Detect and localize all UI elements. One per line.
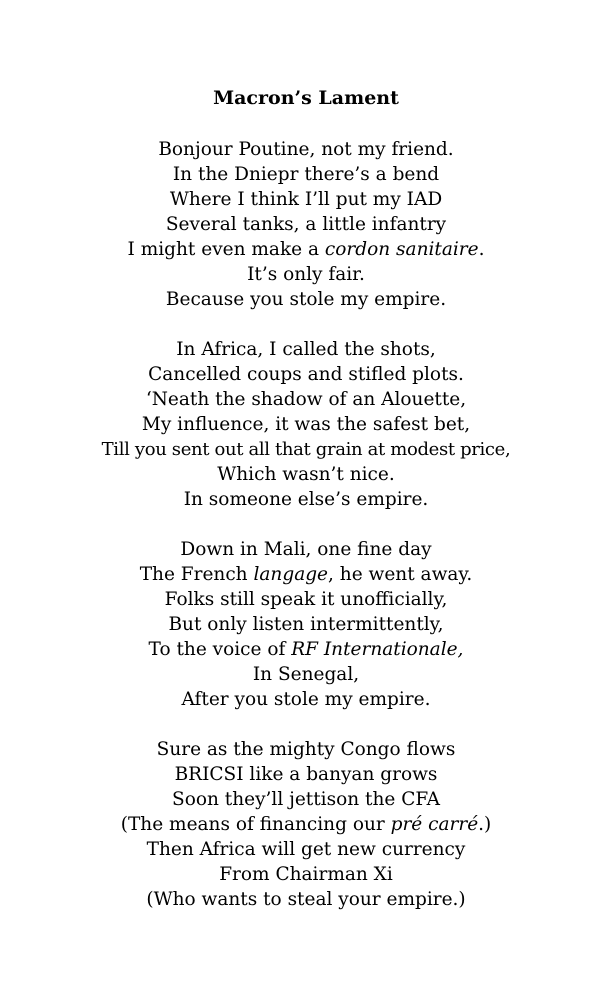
poem-line: In someone else’s empire. bbox=[183, 489, 429, 510]
poem-line: Cancelled coups and stifled plots. bbox=[148, 364, 464, 385]
poem-line: (The means of financing our pré carré.) bbox=[120, 814, 492, 835]
poem-line: Where I think I’ll put my IAD bbox=[169, 189, 443, 210]
poem-line: ‘Neath the shadow of an Alouette, bbox=[145, 389, 467, 410]
poem-line: Which wasn’t nice. bbox=[217, 464, 395, 485]
stanza-2 bbox=[0, 337, 612, 512]
poem-line: In Africa, I called the shots, bbox=[176, 339, 436, 360]
poem-line: The French langage, he went away. bbox=[139, 564, 473, 585]
poem-line: Till you sent out all that grain at modest price, bbox=[101, 439, 511, 460]
poem-line: From Chairman Xi bbox=[219, 864, 393, 885]
stanza-4 bbox=[0, 737, 612, 912]
poem-line: Then Africa will get new currency bbox=[146, 839, 466, 860]
poem-line: I might even make a cordon sanitaire. bbox=[127, 239, 485, 260]
poem-line: Folks still speak it unofficially, bbox=[164, 589, 448, 610]
poem-line: In the Dniepr there’s a bend bbox=[172, 164, 440, 185]
poem-title: Macron’s Lament bbox=[213, 87, 399, 109]
poem-line: BRICSI like a banyan grows bbox=[174, 764, 438, 785]
poem-line: Bonjour Poutine, not my friend. bbox=[158, 139, 454, 160]
stanza-1 bbox=[0, 137, 612, 312]
poem-line: To the voice of RF Internationale, bbox=[148, 639, 464, 660]
poem-line: Several tanks, a little infantry bbox=[165, 214, 447, 235]
stanza-3 bbox=[0, 537, 612, 712]
poem-line: Because you stole my empire. bbox=[165, 289, 447, 310]
poem-line: Soon they’ll jettison the CFA bbox=[172, 789, 440, 810]
poem-line: Down in Mali, one fine day bbox=[180, 539, 432, 560]
poem-line: But only listen intermittently, bbox=[168, 614, 444, 635]
poem-line: It’s only fair. bbox=[247, 264, 365, 285]
poem-line: (Who wants to steal your empire.) bbox=[146, 889, 466, 910]
poem-line: After you stole my empire. bbox=[181, 689, 431, 710]
poem-line: My influence, it was the safest bet, bbox=[141, 414, 471, 435]
poem-line: Sure as the mighty Congo flows bbox=[156, 739, 456, 760]
poem-line: In Senegal, bbox=[252, 664, 360, 685]
